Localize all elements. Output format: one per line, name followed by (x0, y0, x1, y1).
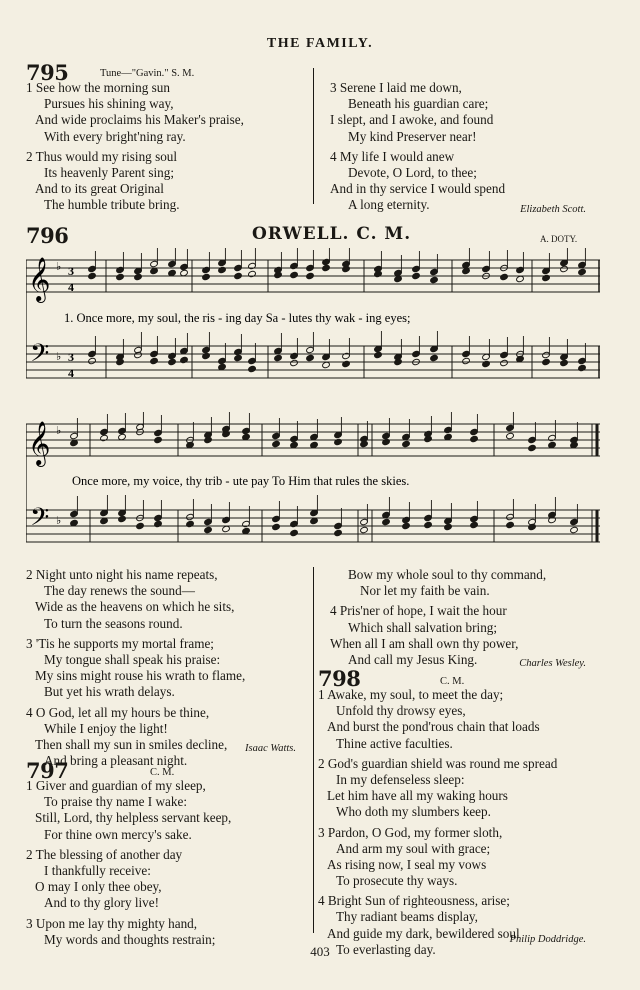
note-head (334, 438, 343, 445)
lyric-line-1: 1. Once more, my soul, the ris - ing day Sa - lutes thy wak - ing eyes; (64, 311, 411, 325)
note-head (136, 522, 145, 529)
note-head (542, 274, 551, 281)
verse-line: 4 Pris'ner of hope, I wait the hour (330, 603, 507, 619)
verse-line: To everlasting day. (336, 941, 436, 957)
verse-line: I slept, and I awoke, and found (330, 112, 494, 128)
lyric-line-2: Once more, my voice, thy trib - ute pay To Him that rules the skies. (72, 474, 410, 488)
key-signature-flat-icon: ♭ (56, 260, 62, 273)
music-system-2 (26, 412, 606, 562)
verse-line: Then shall my sun in smiles decline, (35, 736, 228, 752)
verse-line: Pursues his shining way, (44, 96, 174, 112)
hymn-797-author: Charles Wesley. (519, 658, 586, 669)
note-head (500, 273, 509, 280)
hymn-number-795: 795 (26, 60, 69, 85)
note-head (116, 273, 125, 280)
verse-line: With every bright'ning ray. (44, 128, 186, 144)
verse-line: And to its great Original (35, 181, 164, 197)
note-head (506, 521, 515, 528)
verse-line: While I enjoy the light! (44, 720, 168, 736)
verse-line: And bring a pleasant night. (44, 753, 188, 769)
hymn-number-797: 797 (26, 758, 69, 783)
verse-line: 1 See how the morning sun (26, 80, 170, 95)
column-divider (313, 68, 314, 204)
note-head (462, 357, 471, 364)
note-head (88, 272, 97, 279)
hymn-797-meter: C. M. (150, 767, 175, 778)
verse-line: Let him have all my waking hours (327, 788, 508, 804)
verse-line: Nor let my faith be vain. (360, 583, 490, 599)
verse-line: 3 'Tis he supports my mortal frame; (26, 635, 214, 651)
verse-line: I thankfully receive: (44, 862, 151, 878)
music-system-1 (26, 248, 606, 398)
note-head (322, 264, 331, 271)
hymn-795-left-verses (26, 80, 244, 214)
verse-line: 4 My life I would anew (330, 148, 455, 164)
note-head (382, 438, 391, 445)
bass-clef-icon: 𝄢 (30, 503, 50, 538)
hymn-796-verses (26, 567, 245, 769)
note-head (290, 359, 299, 366)
note-head (202, 352, 211, 359)
note-head (424, 521, 433, 528)
verse-line: O may I only thee obey, (35, 879, 162, 895)
verse-line: And arm my soul with grace; (336, 840, 491, 856)
hymn-798-verses (318, 687, 557, 958)
note-head (186, 520, 195, 527)
verse-line: 2 Night unto night his name repeats, (26, 567, 218, 582)
verse-line: 2 God's guardian shield was round me spread (318, 755, 558, 771)
note-head (180, 356, 189, 363)
note-head (482, 360, 491, 367)
verse-line: And call my Jesus King. (348, 651, 478, 667)
verse-line: 4 Bright Sun of righteousness, arise; (318, 893, 510, 909)
note-head (412, 272, 421, 279)
note-head (218, 266, 227, 273)
note-head (560, 359, 569, 366)
verse-line: Thy radiant beams display, (336, 909, 478, 925)
key-signature-flat-icon: ♭ (56, 350, 62, 363)
note-head (306, 272, 315, 279)
verse-line: Which shall salvation bring; (348, 619, 498, 635)
note-head (334, 529, 343, 536)
note-head (88, 357, 97, 364)
key-signature-flat-icon: ♭ (56, 514, 62, 527)
verse-line: To prosecute thy ways. (336, 873, 458, 889)
verse-line: My sins might rouse his wrath to flame, (35, 668, 246, 684)
note-head (500, 359, 509, 366)
verse-line: And burst the pond'rous chain that loads (327, 719, 540, 735)
note-head (506, 432, 515, 439)
time-signature-top: 3 (68, 264, 74, 278)
note-head (430, 354, 439, 361)
note-head (342, 360, 351, 367)
verse-line: 3 Upon me lay thy mighty hand, (26, 915, 198, 931)
bass-clef-icon: 𝄢 (30, 339, 50, 374)
verse-line: My words and thoughts restrain; (44, 931, 216, 947)
verse-line: But yet his wrath delays. (44, 684, 175, 700)
verse-line: Who doth my slumbers keep. (336, 804, 491, 820)
verse-line: 3 Serene I laid me down, (330, 80, 462, 95)
hymn-798-meter: C. M. (440, 676, 465, 687)
verse-line: My tongue shall speak his praise: (44, 651, 221, 667)
note-head (578, 268, 587, 275)
verse-line: 2 The blessing of another day (26, 846, 183, 862)
page-header: THE FAMILY. (266, 36, 374, 51)
composer: A. DOTY. (540, 234, 578, 244)
verse-line: 1 Awake, my soul, to meet the day; (318, 687, 504, 702)
note-head (272, 440, 281, 447)
verse-line: Beneath his guardian care; (348, 96, 489, 112)
note-head (402, 522, 411, 529)
verse-line: Thine active faculties. (336, 735, 453, 751)
page-number: 403 (310, 944, 330, 959)
note-head (118, 515, 127, 522)
verse-line: Unfold thy drowsy eyes, (336, 703, 466, 719)
note-head (542, 358, 551, 365)
key-signature-flat-icon: ♭ (56, 424, 62, 437)
time-signature-bottom: 4 (68, 366, 74, 380)
note-head (234, 354, 243, 361)
note-head (470, 435, 479, 442)
hymn-796-author: Isaac Watts. (245, 743, 296, 754)
verse-line: Bow my whole soul to thy command, (348, 567, 547, 582)
hymn-number-798: 798 (318, 666, 361, 691)
note-head (168, 358, 177, 365)
note-head (272, 523, 281, 530)
note-head (248, 270, 257, 277)
time-signature-top: 3 (68, 350, 74, 364)
verse-line: To turn the seasons round. (44, 615, 183, 631)
note-head (444, 523, 453, 530)
verse-line: The humble tribute bring. (44, 197, 180, 213)
hymn-795-tune: Tune—"Gavin." S. M. (100, 68, 195, 79)
note-head (150, 357, 159, 364)
verse-line: Its heavenly Parent sing; (44, 164, 175, 180)
verse-line: And wide proclaims his Maker's praise, (35, 112, 244, 128)
verse-line: Wide as the heavens on which he sits, (35, 599, 235, 615)
note-head (306, 354, 315, 361)
verse-line: The day renews the sound— (44, 583, 195, 599)
note-head (430, 276, 439, 283)
note-head (374, 351, 383, 358)
hymn-797-continued (330, 567, 546, 668)
verse-line: Still, Lord, thy helpless servant keep, (35, 810, 232, 826)
note-head (382, 518, 391, 525)
verse-line: My kind Preserver near! (348, 128, 477, 144)
verse-line: 3 Pardon, O God, my former sloth, (318, 824, 503, 840)
hymn-798-author: Philip Doddridge. (509, 934, 586, 945)
verse-line: A long eternity. (348, 197, 430, 213)
hymn-797-verses (26, 778, 231, 948)
note-head (154, 520, 163, 527)
verse-line: In my defenseless sleep: (336, 771, 465, 787)
verse-line: When all I am shall own thy power, (330, 635, 519, 651)
hymn-number-796: 796 (26, 223, 69, 248)
note-head (570, 526, 579, 533)
verse-line: 2 Thus would my rising soul (26, 148, 178, 164)
note-head (154, 436, 163, 443)
note-head (290, 271, 299, 278)
note-head (248, 365, 257, 372)
note-head (134, 273, 143, 280)
verse-line: And guide my dark, bewildered soul (327, 925, 520, 941)
verse-line: And in thy service I would spend (330, 181, 506, 197)
hymn-795-right-verses (330, 80, 505, 214)
note-head (560, 265, 569, 272)
treble-clef-icon: 𝄞 (28, 421, 51, 465)
tune-title: ORWELL. C. M. (252, 224, 412, 244)
note-head (360, 526, 369, 533)
note-head (402, 440, 411, 447)
note-head (528, 444, 537, 451)
time-signature-bottom: 4 (68, 280, 74, 294)
verse-line: As rising now, I seal my vows (327, 856, 487, 872)
note-head (290, 529, 299, 536)
verse-line: For thine own mercy's sake. (44, 826, 192, 842)
note-head (234, 272, 243, 279)
verse-line: To praise thy name I wake: (44, 794, 187, 810)
verse-line: And to thy glory live! (44, 895, 160, 911)
treble-clef-icon: 𝄞 (28, 257, 51, 301)
column-divider (313, 567, 314, 933)
verse-line: 4 O God, let all my hours be thine, (26, 704, 210, 720)
verse-line: Devote, O Lord, to thee; (348, 164, 477, 180)
note-head (578, 364, 587, 371)
note-head (470, 521, 479, 528)
note-head (100, 434, 109, 441)
verse-line: 1 Giver and guardian of my sleep, (26, 778, 206, 793)
hymn-795-author: Elizabeth Scott. (520, 204, 586, 215)
note-head (202, 273, 211, 280)
note-head (204, 526, 213, 533)
note-head (274, 354, 283, 361)
